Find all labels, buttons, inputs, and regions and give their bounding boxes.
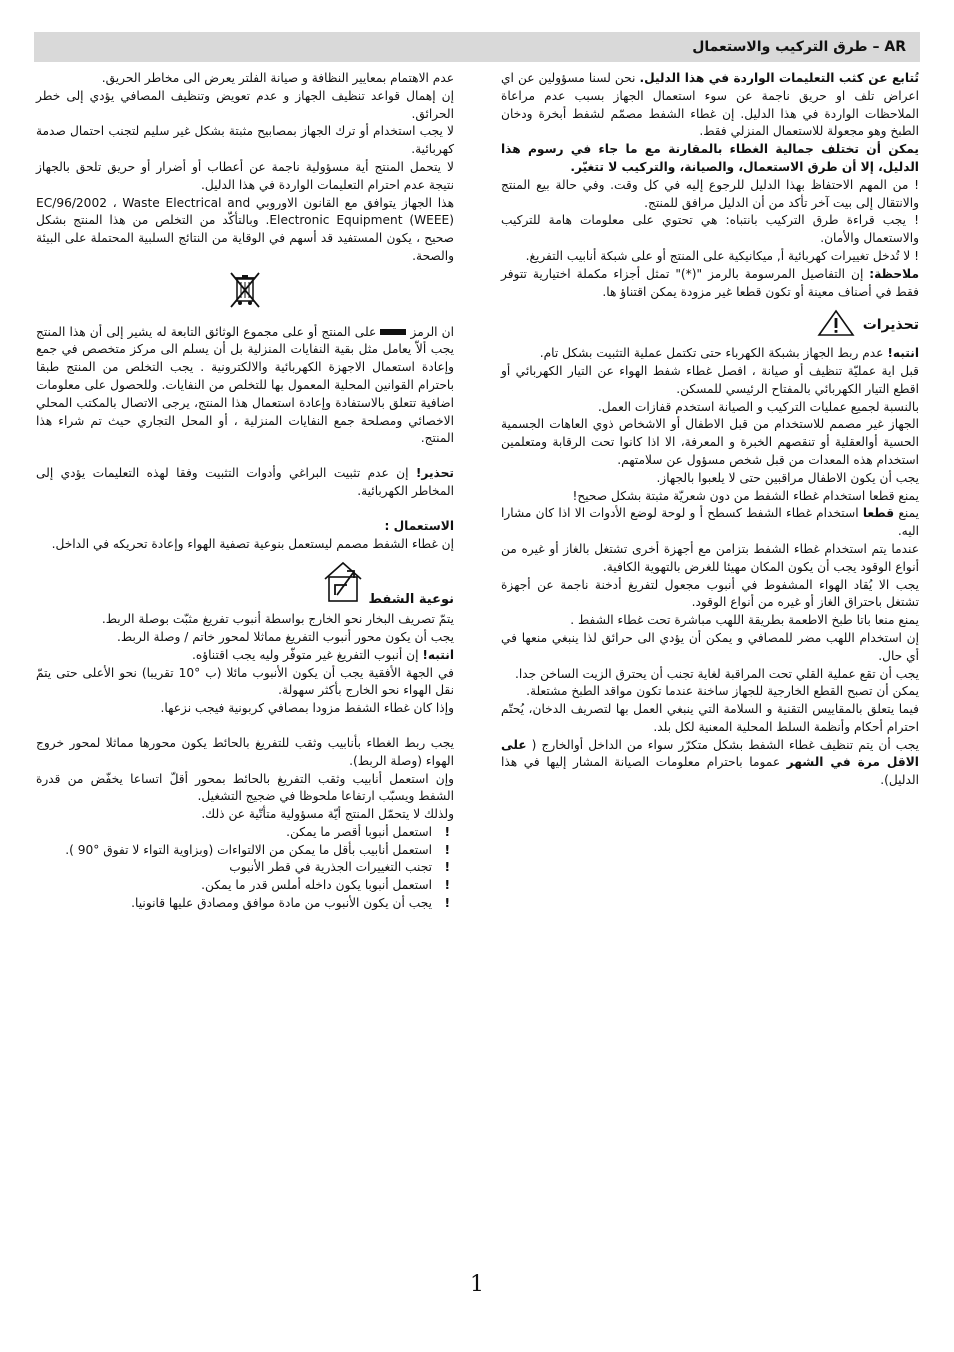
- fire-risk-paragraph: إن إهمال قواعد تنظيف الجهاز و عدم تعويض وتنظيف المصافي يؤدي إلى خطر الحرائق.: [36, 88, 454, 121]
- attention-paragraph: انتبه! عدم ربط الجهاز بشبكة الكهرباء حتى تكتمل عملية التثبيت بشكل تام.: [539, 346, 919, 361]
- warning-paragraph: فيما يتعلق بالمقاييس التقنية و السلامة التي ينبغي العمل بها لتصريف الدخان، يُحتّم احترام أحكام وأنظمة السلط المحلية المعنية لكل بلد.: [501, 702, 919, 734]
- note-keep-manual: ! من المهم الاحتفاظ بهذا الدليل للرجوع إليه في كل وقت. وفي حالة بيع المنتج والانتقال إلى بيت آخر تأكد من أن الدليل مرافق للمنتج.: [501, 177, 919, 210]
- list-item: ! استعمل أنابيب بأقل ما يمكن من الالتواءات (وبزاوية التواء لا تفوق °90 ).: [65, 842, 450, 857]
- wall-paragraph: وإن استعمل أنابيب وثقب التفريغ بالحائط بمحور أقلّ اتساعا يخفّض من قدرة الشفط ويسبّب ارتفاعا ملحوظا في ضجيج التشغيل.: [36, 771, 454, 804]
- section-header: [34, 32, 920, 62]
- lamp-paragraph: لا يجب استخدام أو ترك الجهاز بمصابيح مثبتة بشكل غير سليم لتجنب احتمال صدمة كهربائية.: [36, 124, 454, 157]
- warning-paragraph: يمنع منعا باتا طبخ الاطعمة بطريقة اللهب مباشرة تحت غطاء الشفط .: [570, 613, 919, 628]
- variation-note: يمكن أن تختلف جمالية الغطاء بالمقارنة مع ما جاء في رسوم هذا الدليل، إلا أن طرق الاستعمال، والصيانة، والتركيب لا تتغيّر.: [501, 142, 919, 174]
- warnings-title: تحذيرات: [862, 317, 919, 334]
- duct-tips-list: [36, 824, 454, 913]
- intro-paragraph: تُتابع عن كثب التعليمات الواردة في هذا الدليل. نحن لسنا مسؤولين عن اي اعراض تلف او حريق ناجمة عن سوء استعمال الجهاز بسبب عدم مراعاة الملاحظات الواردة في هذا الدليل. إن غطاء الشفط مصمّم لشفط أبخرة ودخان الطبخ وهو مجعولة للاستعمال المنزلي فقط.: [501, 71, 919, 139]
- list-item: ! يجب أن يكون الأنبوب من مادة موافق ومصادق عليها قانونيا.: [131, 896, 450, 911]
- list-item: ! استعمل أنبوبا أقصر ما يمكن.: [286, 824, 450, 839]
- black-bar-symbol: [380, 329, 406, 335]
- warning-paragraph: قبل اية عمليّة تنظيف أو صيانة ، افصل غطاء شفط الهواء عن التيار الكهربائي أو اقطع التيار الكهربائي بالمفتاح الرئيسي للمسكن.: [501, 363, 919, 396]
- wall-paragraph: يجب ربط الغطاء بأنابيب وثقب للتفريغ بالحائط يكون محورها مماثلا لمحور خروج الهواء (وصلة الربط).: [36, 735, 454, 768]
- note-no-modifications: ! لا تُدخل تغييرات كهربائية أ, ميكانيكية على المنتج أو على شبكة أنابيب التفريغ.: [525, 248, 919, 263]
- hood-type-title: نوعية الشفط: [368, 592, 454, 608]
- list-item: ! استعمل أنبوبا يكون داخله أملس قدر ما يمكن.: [201, 878, 450, 893]
- optional-parts-note: ملاحظة: إن التفاصيل المرسومة بالرمز "(*)" تمثل أجزاء مكملة اختيارية تتوفر فقط في أصناف معينة أو تكون قطعا غير مزودة يمكن اقتناؤ ها.: [501, 266, 919, 299]
- weee-symbol: [36, 270, 454, 318]
- warning-paragraph: بالنسبة لجميع عمليات التركيب و الصيانة استخدم قفازات العمل.: [597, 399, 919, 414]
- section-title: AR – طرق التركيب والاستعمال: [692, 39, 906, 55]
- warning-paragraph: يجب أن تقع عملية القلي تحت المراقبة لغاية تجنب أن يحترق الزيت الساخن جدا.: [515, 666, 919, 681]
- cleaning-paragraph: يجب أن يتم تنظيف غطاء الشفط بشكل متكرّر سواء من الداخل أوالخارج ( على الاقل مرة في الشهر عموما باحترام معلومات الصيانة المشار إليها في هذا الدليل).: [501, 737, 919, 788]
- usage-paragraph: إن غطاء الشفط مصمم ليستعمل بنوعية تصفية الهواء وإعادة تحريكه في الداخل.: [51, 536, 454, 551]
- weee-paragraph: هذا الجهاز يتوافق مع القانون الاوروبي EC/96/2002 ، Waste Electrical and Electronic Equipment (WEEE). وبالتأكّد من التخلص من هذا المنتج بشكل صحيح ، يكون المستفيد قد أسهم في الوقاية من النتائج السلبية المحتملة على البيئة والصحة.: [36, 195, 455, 263]
- hood-paragraph: وإذا كان غطاء الشفط مزودا بمصافي كربونية فيجب نزعها.: [160, 701, 454, 716]
- fire-risk-paragraph: عدم الاهتمام بمعايير النظافة و صيانة الفلتر يعرض الى مخاطر الحريق.: [101, 71, 454, 85]
- hood-paragraph: في الجهة الأفقية يجب أن يكون الأنبوب مائلا (ب °10 تقريبا) نحو الأعلى حتى يتمّ نقل الهواء نحو الخارج بأكثر سهولة.: [36, 665, 454, 698]
- hood-type-heading: [36, 559, 454, 609]
- left-column: [36, 70, 454, 913]
- warning-paragraph: يجب الا يُقاد الهواء المشفوط في أنبوب مجعول لتفريغ أدخنة ناجمة عن أجهزة تشتغل باحتراق الغاز أو غيره من أنواع الوقود.: [501, 577, 919, 610]
- right-column: [501, 70, 919, 790]
- warning-paragraph: عندما يتم استخدام غطاء الشفط بتزامن مع أجهزة أخرى تشتغل بالغاز أو غيره من أنواع الوقود يجب أن يكون المكان مهيئا للغرض بالتهوية الكافية.: [501, 541, 919, 574]
- liability-paragraph: لا يتحمل المنتج أية مسؤولية ناجمة عن أعطاب أو أضرار أو حريق تلحق بالجهاز نتيجة عدم احترام التعليمات الواردة في هذا الدليل.: [36, 159, 454, 192]
- usage-title: الاستعمال :: [384, 518, 454, 533]
- warnings-heading: [501, 309, 919, 343]
- warning-paragraph: إن استخدام اللهب مضر للمصافي و يمكن أن يؤدي الى حرائق لذا ينبغي منعها في أي حال.: [501, 630, 919, 663]
- prohibit-paragraph: يمنع قطعا استخدام غطاء الشفط كسطح أ و لوحة لوضع الأدوات الا اذا كان مشارا اليه.: [501, 506, 920, 539]
- symbol-paragraph: ان الرمز على المنتج أو على مجموع الوثائق التابعة له يشير إلى أن هذا المنتج يجب ألاّ يعامل مثل بقية النفايات المنزلية بل أن يسلم الى مركز متخصص في جمع وإعادة استعمال الاجهزة الكهربائية والالكترونية . يجب التخلص من المنتج طبقا باحترام القوانين المحلية المعمول بها للتخلص من النفايات. وللحصول على معلومات اضافية تتعلق بالاستفادة وإعادة استعمال هذا المنتج، يرجى الاتصال بالمكتب المحلي الاخصائي ومصلحة جمع النفايات المنزلية ، أو المحل التجاري حيث تم شراء هذا المنتج.: [36, 324, 455, 446]
- caution-paragraph: تحذير! إن عدم تثبيت البراغي وأدوات التثبيت وفقا لهذه التعليمات يؤدي إلى المخاطر الكهربائية.: [36, 466, 454, 498]
- crossed-out-bin-icon: [228, 301, 262, 315]
- warning-triangle-icon: [817, 309, 855, 343]
- list-item: ! تجنب التغييرات الجذرية في قطر الأنبوب: [229, 860, 450, 875]
- wall-paragraph: ولذلك لا يتحمّل المنتج أيّة مسؤولية متأتّية عن ذلك.: [201, 807, 454, 822]
- warning-paragraph: الجهاز غير مصمم للاستخدام من قبل الاطفال أو الاشخاص ذوي العاهات الجسمية الحسية أوالعقلية أو تنقصهم الخبرة و المعرفة، الا اذا كانوا تحت الرقابة ومتعلمين استخدام هذه المعدات من قبل شخص مسؤول عن سلامتهم.: [501, 417, 919, 467]
- warning-paragraph: يمكن أن تصبح القطع الخارجية للجهاز ساخنة عندما تكون مواقد الطبخ مشتعلة.: [526, 684, 919, 699]
- page-number: 1: [470, 1272, 484, 1297]
- hood-paragraph: يتمّ تصريف البخار نحو الخارج بواسطة أنبوب تفريغ مثبّت بوصلة الربط.: [101, 612, 454, 627]
- warning-paragraph: يجب أن يكون الاطفال مراقبين حتى لا يلعبوا بالجهاز.: [656, 470, 919, 485]
- hood-paragraph: يجب أن يكون محور أنبوب التفريغ مماثلا لمحور خاتم / وصلة الربط.: [117, 629, 454, 644]
- extraction-hood-icon: [323, 559, 363, 609]
- hood-attention-paragraph: انتبه! إن أنبوب التفريغ غير متوفّر وليه يجب اقتناؤه.: [191, 647, 454, 662]
- warning-paragraph: يمنع قطعا استخدام غطاء الشفط من دون شعريّة مثبتة بشكل صحيح!: [572, 488, 919, 503]
- note-read-installation: ! يجب قراءة طرق التركيب بانتباه: هي تحتوي على معلومات هامة للتركيب والاستعمال والأمان.: [501, 213, 919, 246]
